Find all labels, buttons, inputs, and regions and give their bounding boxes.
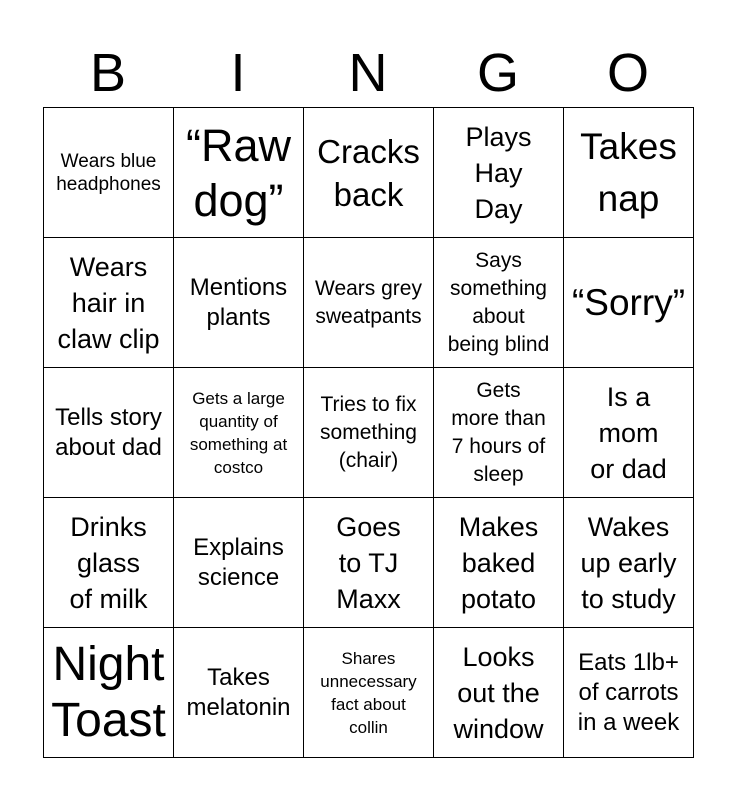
cell-text: Is a mom or dad (590, 381, 667, 484)
cell-text: Gets a large quantity of something at costco (189, 388, 288, 477)
cell-text: Says something about being blind (447, 248, 550, 356)
bingo-cell[interactable] (304, 108, 434, 238)
cell-text: Makes baked potato (458, 511, 539, 614)
cell-text: Wakes up early to study (580, 511, 677, 614)
cell-text: Mentions plants (189, 273, 288, 331)
cell-text: Shares unnecessary fact about collin (320, 648, 417, 737)
cell-text: Tells story about dad (55, 403, 162, 461)
cell-text: Explains science (193, 533, 284, 591)
bingo-cell[interactable] (434, 238, 564, 368)
cell-text: “Sorry” (571, 281, 686, 323)
cell-text: Plays Hay Day (465, 121, 532, 224)
cell-text: Takes melatonin (186, 663, 291, 721)
cell-text: Wears blue headphones (56, 150, 161, 195)
cell-text: Wears hair in claw clip (57, 251, 160, 354)
cell-text: Takes nap (580, 125, 677, 219)
cell-text: Goes to TJ Maxx (336, 511, 401, 614)
bingo-header (43, 40, 693, 106)
cell-text: Looks out the window (453, 641, 544, 744)
bingo-cell[interactable] (434, 368, 564, 498)
bingo-cell[interactable] (174, 368, 304, 498)
cell-text: Eats 1lb+ of carrots in a week (577, 648, 680, 736)
cell-text: Tries to fix something (chair) (320, 392, 417, 472)
bingo-cell[interactable] (304, 238, 434, 368)
header-letter-b: B (89, 43, 127, 103)
bingo-cell[interactable] (44, 368, 174, 498)
bingo-cell[interactable] (44, 498, 174, 628)
cell-text: Cracks back (317, 132, 420, 213)
cell-text: “Raw dog” (185, 119, 291, 226)
header-letter-g: G (476, 43, 519, 103)
header-letter-i: I (230, 43, 246, 103)
bingo-cell[interactable] (174, 238, 304, 368)
cell-text: Wears grey sweatpants (315, 276, 422, 328)
bingo-cell[interactable] (564, 498, 694, 628)
cell-text: Drinks glass of milk (69, 511, 148, 614)
bingo-cell[interactable] (434, 498, 564, 628)
bingo-cell[interactable] (434, 108, 564, 238)
bingo-cell[interactable] (44, 628, 174, 758)
cell-text: Gets more than 7 hours of sleep (451, 378, 546, 486)
bingo-board (43, 107, 694, 758)
bingo-cell[interactable] (304, 368, 434, 498)
bingo-cell[interactable] (564, 238, 694, 368)
cell-text: Night Toast (51, 637, 166, 747)
bingo-cell[interactable] (44, 108, 174, 238)
header-letter-o: O (606, 43, 649, 103)
bingo-cell[interactable] (304, 628, 434, 758)
bingo-cell[interactable] (174, 628, 304, 758)
bingo-cell[interactable] (564, 108, 694, 238)
bingo-cell[interactable] (44, 238, 174, 368)
bingo-cell[interactable] (564, 368, 694, 498)
header-letter-n: N (348, 43, 388, 103)
bingo-cell[interactable] (174, 108, 304, 238)
bingo-cell[interactable] (174, 498, 304, 628)
bingo-cell[interactable] (434, 628, 564, 758)
bingo-cell[interactable] (304, 498, 434, 628)
bingo-cell[interactable] (564, 628, 694, 758)
